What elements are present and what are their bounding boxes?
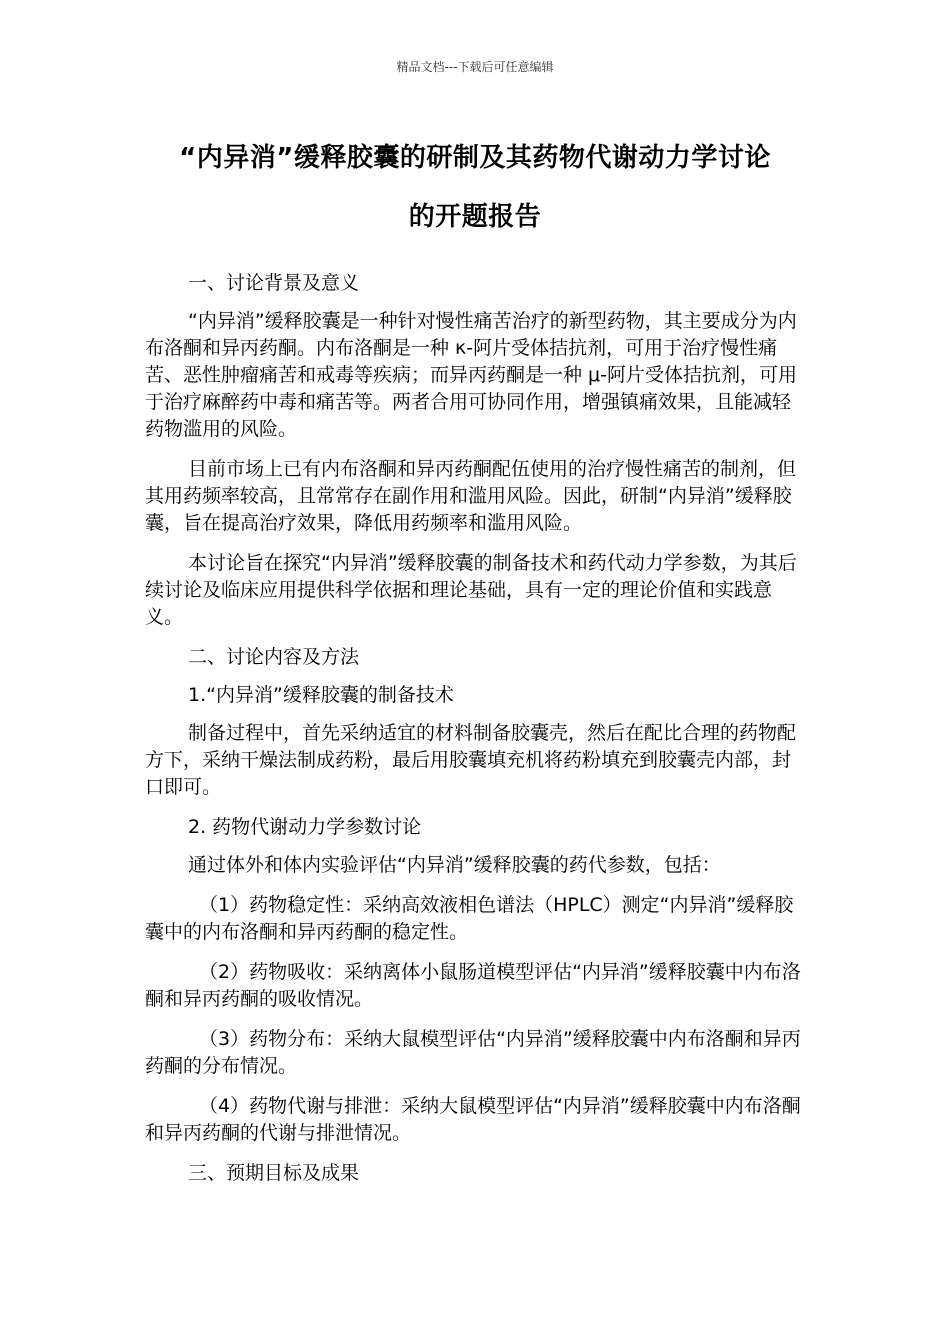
section-heading-background: 一、讨论背景及意义 [188, 272, 360, 294]
section-heading-goals: 三、预期目标及成果 [188, 1162, 360, 1184]
section-heading-content: 二、讨论内容及方法 [188, 646, 360, 668]
paragraph-preparation: 制备过程中，首先采纳适宜的材料制备胶囊壳，然后在配比合理的药物配方下，采纳干燥法制成药粉，最后用胶囊填充机将药粉填充到胶囊壳内部，封口即可。 [145, 722, 797, 798]
paragraph-purpose: 本讨论旨在探究“内异消”缓释胶囊的制备技术和药代动力学参数，为其后续讨论及临床应用提供科学依据和理论基础，具有一定的理论价值和实践意义。 [145, 552, 797, 628]
document-title-line1: “内异消”缓释胶囊的研制及其药物代谢动力学讨论 [179, 143, 771, 173]
paragraph-market: 目前市场上已有内布洛酮和异丙药酮配伍使用的治疗慢性痛苦的制剂，但其用药频率较高，且常常存在副作用和滥用风险。因此，研制“内异消”缓释胶囊，旨在提高治疗效果，降低用药频率和滥用风险。 [145, 458, 797, 534]
subsection-heading-preparation: 1.“内异消”缓释胶囊的制备技术 [188, 684, 454, 706]
list-item-metabolism: （4）药物代谢与排泄：采纳大鼠模型评估“内异消”缓释胶囊中内布洛酮和异丙药酮的代谢与排泄情况。 [145, 1095, 801, 1144]
list-item-distribution: （3）药物分布：采纳大鼠模型评估“内异消”缓释胶囊中内布洛酮和异丙药酮的分布情况。 [145, 1028, 801, 1077]
paragraph-pk-intro: 通过体外和体内实验评估“内异消”缓释胶囊的药代参数，包括： [188, 854, 721, 876]
document-title-line2: 的开题报告 [408, 202, 542, 232]
list-item-stability: （1）药物稳定性：采纳高效液相色谱法（HPLC）测定“内异消”缓释胶囊中的内布洛酮和异丙药酮的稳定性。 [145, 894, 794, 943]
list-item-absorption: （2）药物吸收：采纳离体小鼠肠道模型评估“内异消”缓释胶囊中内布洛酮和异丙药酮的吸收情况。 [145, 961, 801, 1010]
paragraph-intro: “内异消”缓释胶囊是一种针对慢性痛苦治疗的新型药物，其主要成分为内布洛酮和异丙药酮。内布洛酮是一种 κ-阿片受体拮抗剂，可用于治疗慢性痛苦、恶性肿瘤痛苦和戒毒等疾病；而异丙药酮是一种 μ-阿片受体拮抗剂，可用于治疗麻醉药中毒和痛苦等。两者合用可协同作用，增强镇痛效果，且能减轻药物滥用的风险。 [145, 310, 797, 440]
page-header: 精品文档---下载后可任意编辑 [396, 60, 554, 74]
document-body [145, 270, 807, 1198]
subsection-heading-pharmacokinetics: 2. 药物代谢动力学参数讨论 [188, 816, 422, 838]
